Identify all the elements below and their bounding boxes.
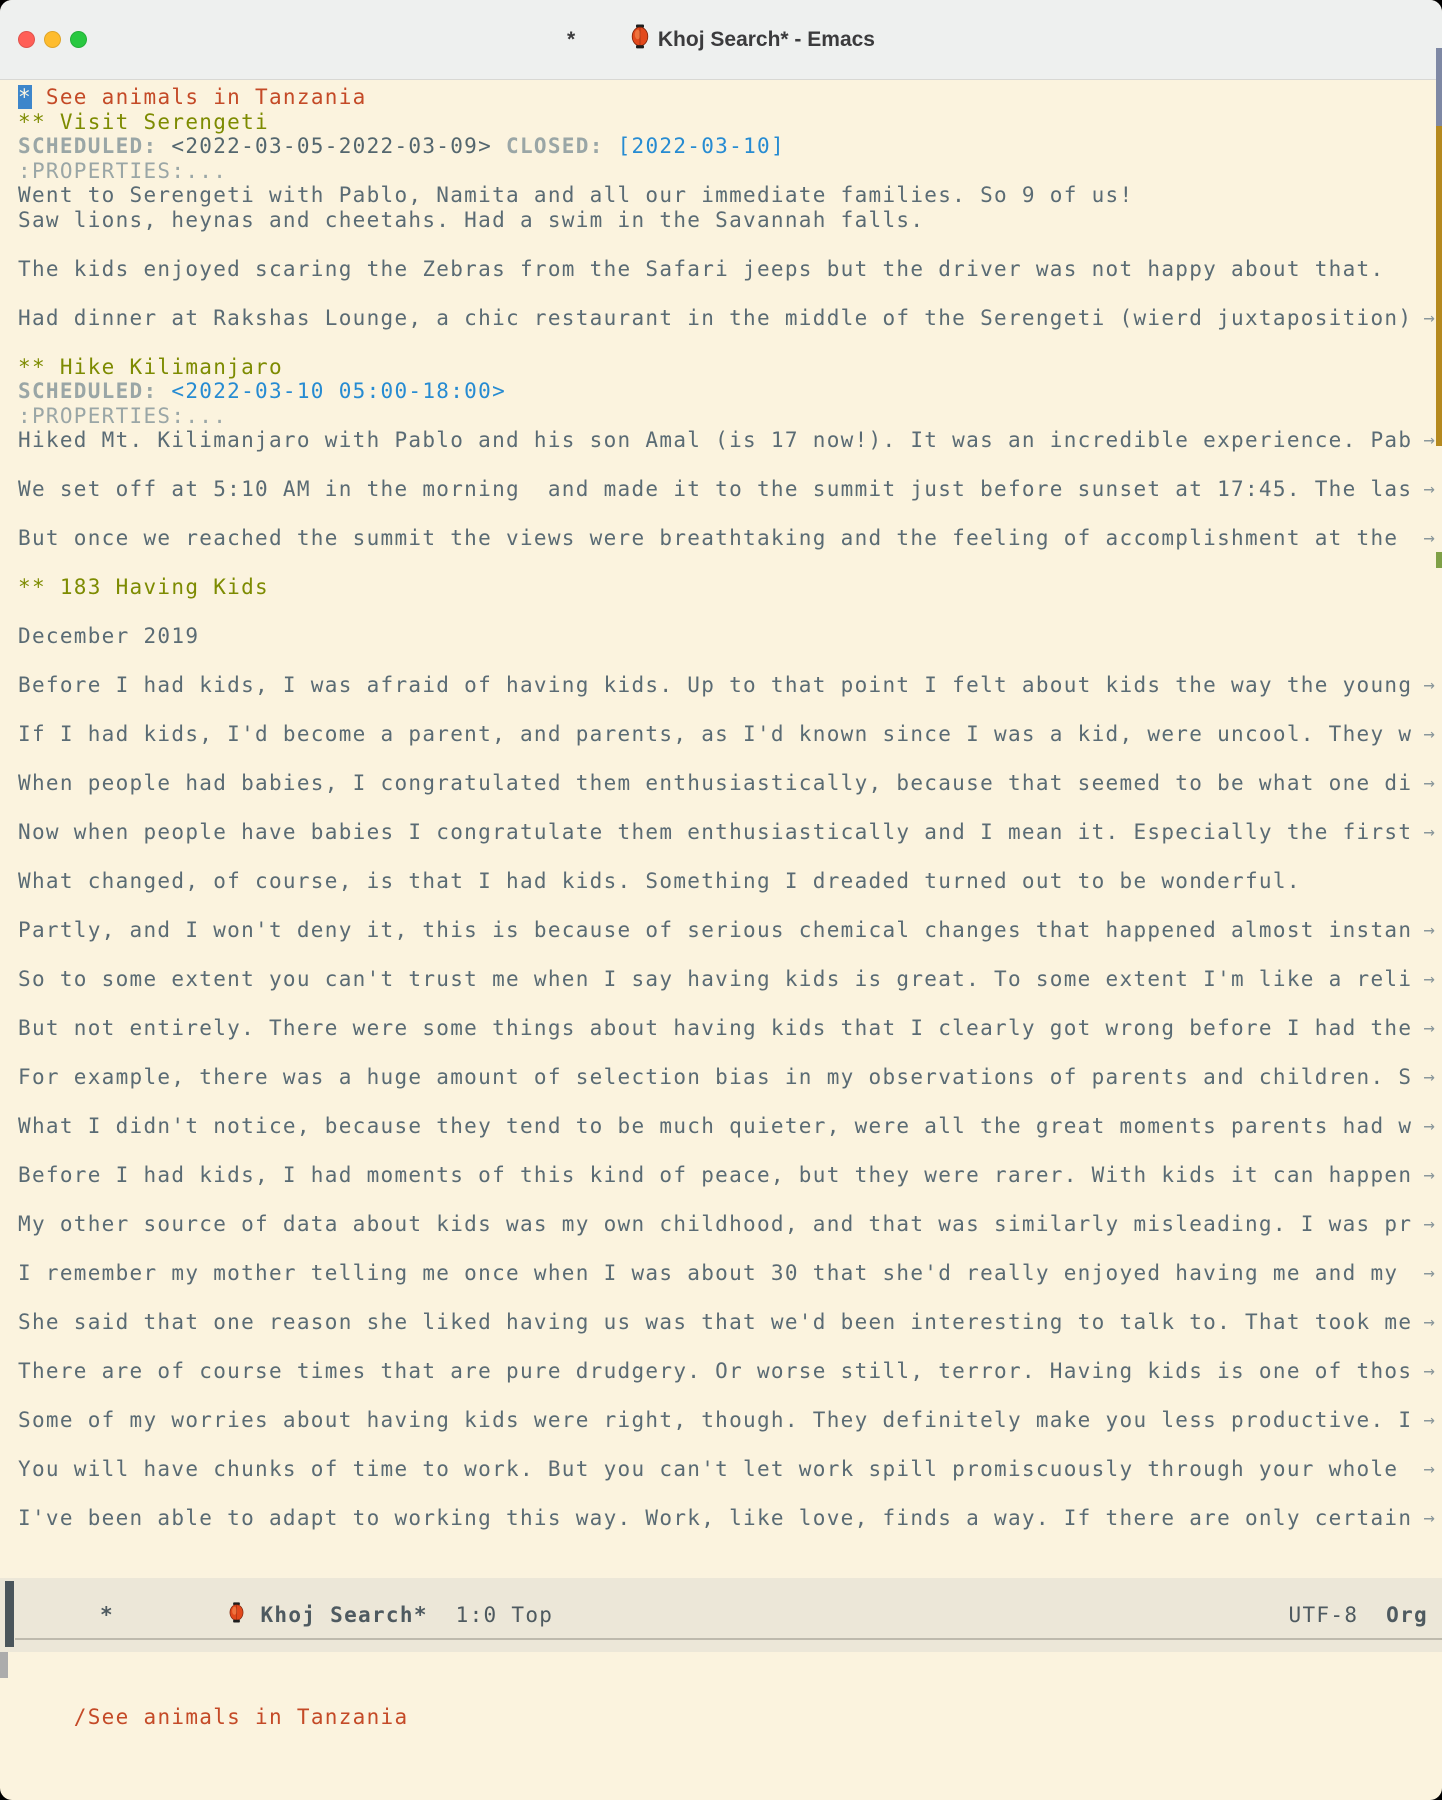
line-truncation-arrow-icon: → <box>1423 1409 1435 1431</box>
buffer-line-body[interactable] <box>18 1310 1442 1335</box>
text-segment-body: Now when people have babies I congratulate them enthusiastically and I mean it. Especially the first <box>18 820 1413 844</box>
blank-line[interactable] <box>18 1237 1442 1262</box>
title-bar[interactable] <box>0 0 1442 80</box>
text-segment-body: We set off at 5:10 AM in the morning and made it to the summit just before sunset at 17:45. The las <box>18 477 1413 501</box>
window-title-prefix: * <box>567 27 576 51</box>
line-truncation-arrow-icon: → <box>1423 1115 1435 1137</box>
blank-line[interactable] <box>18 453 1442 478</box>
blank-line[interactable] <box>18 796 1442 821</box>
buffer-line-body[interactable] <box>18 1065 1442 1090</box>
blank-line[interactable] <box>18 1433 1442 1458</box>
buffer-line-body[interactable] <box>18 1261 1442 1286</box>
mode-line-buffer-name: Khoj Search* <box>246 1602 428 1627</box>
buffer-line-body[interactable] <box>18 967 1442 992</box>
buffer-line-body[interactable] <box>18 722 1442 747</box>
text-segment-body: Hiked Mt. Kilimanjaro with Pablo and his son Amal (is 17 now!). It was an incredible experience. Pab <box>18 428 1413 452</box>
buffer-line-body[interactable] <box>18 1506 1442 1531</box>
buffer-line-body[interactable] <box>18 820 1442 845</box>
buffer-line-body[interactable] <box>18 673 1442 698</box>
buffer-line-body[interactable] <box>18 1408 1442 1433</box>
text-segment-body: She said that one reason she liked having us was that we'd been interesting to talk to. That took me <box>18 1310 1413 1334</box>
minibuffer-search-text: /See animals in Tanzania <box>73 1704 409 1729</box>
buffer-line-body[interactable] <box>18 477 1442 502</box>
text-segment-body: Some of my worries about having kids were right, though. They definitely make you less productive. I <box>18 1408 1413 1432</box>
text-segment-body: Had dinner at Rakshas Lounge, a chic restaurant in the middle of the Serengeti (wierd juxtaposition) <box>18 305 1413 330</box>
blank-line[interactable] <box>18 992 1442 1017</box>
buffer-line-body[interactable] <box>18 1457 1442 1482</box>
blank-line[interactable] <box>18 551 1442 576</box>
buffer-line-body[interactable] <box>18 306 1442 331</box>
line-truncation-arrow-icon: → <box>1423 674 1435 696</box>
text-segment-body: For example, there was a huge amount of selection bias in my observations of parents and children. S <box>18 1065 1413 1089</box>
text-segment-body: So to some extent you can't trust me when I say having kids is great. To some extent I'm like a reli <box>18 967 1413 991</box>
text-segment-kw: CLOSED: <box>506 134 618 158</box>
text-segment-tsb: <2022-03-10 05:00-18:00> <box>171 379 507 403</box>
text-segment-body: What I didn't notice, because they tend to be much quieter, were all the great moments parents had w <box>18 1114 1413 1138</box>
text-segment-body: Saw lions, heynas and cheetahs. Had a swim in the Savannah falls. <box>18 207 925 232</box>
text-segment-body: Partly, and I won't deny it, this is because of serious chemical changes that happened almost instan <box>18 918 1413 942</box>
blank-line[interactable] <box>18 747 1442 772</box>
text-segment-body: Before I had kids, I was afraid of having kids. Up to that point I felt about kids the way the young <box>18 673 1413 697</box>
close-button[interactable] <box>18 31 35 48</box>
text-segment-h1: See animals in Tanzania <box>31 85 367 109</box>
blank-line[interactable] <box>18 1041 1442 1066</box>
buffer-line-body[interactable] <box>18 1359 1442 1384</box>
blank-line[interactable] <box>18 1139 1442 1164</box>
buffer-line-heading-2[interactable] <box>18 575 1442 600</box>
blank-line[interactable] <box>18 1090 1442 1115</box>
blank-line[interactable] <box>18 330 1442 355</box>
blank-line[interactable] <box>18 698 1442 723</box>
line-truncation-arrow-icon: → <box>1423 1066 1435 1088</box>
text-segment-tsd: <2022-03-05-2022-03-09> <box>171 134 493 158</box>
lantern-icon <box>116 1578 245 1652</box>
buffer-text[interactable] <box>0 80 1442 1578</box>
text-segment-body: My other source of data about kids was my own childhood, and that was similarly misleading. I was pr <box>18 1212 1413 1236</box>
blank-line[interactable] <box>18 1482 1442 1507</box>
buffer-line-drawer[interactable] <box>18 159 1442 184</box>
line-truncation-arrow-icon: → <box>1423 723 1435 745</box>
buffer-line-drawer[interactable] <box>18 404 1442 429</box>
blank-line[interactable] <box>18 1286 1442 1311</box>
minibuffer[interactable] <box>0 1652 1442 1800</box>
minimize-button[interactable] <box>44 31 61 48</box>
line-truncation-arrow-icon: → <box>1423 1458 1435 1480</box>
line-truncation-arrow-icon: → <box>1423 1507 1435 1529</box>
line-truncation-arrow-icon: → <box>1423 306 1435 329</box>
text-segment-body: Before I had kids, I had moments of this kind of peace, but they were rarer. With kids it can happen <box>18 1163 1413 1187</box>
buffer-line-body[interactable] <box>18 771 1442 796</box>
line-truncation-arrow-icon: → <box>1423 1017 1435 1039</box>
buffer-line-body[interactable] <box>18 183 1442 208</box>
line-truncation-arrow-icon: → <box>1423 1262 1435 1284</box>
mode-line-left-bar <box>5 1581 14 1647</box>
mode-line-buffer-info <box>100 1578 553 1652</box>
text-segment-body: I've been able to adapt to working this way. Work, like love, finds a way. If there are only certain <box>18 1506 1413 1530</box>
line-truncation-arrow-icon: → <box>1423 478 1435 500</box>
buffer-line-heading-1[interactable] <box>18 85 1442 110</box>
text-segment-body: Went to Serengeti with Pablo, Namita and all our immediate families. So 9 of us! <box>18 183 1134 207</box>
buffer-line-body[interactable] <box>18 1114 1442 1139</box>
buffer-line-body[interactable] <box>18 1212 1442 1237</box>
text-segment-body: December 2019 <box>18 624 200 648</box>
buffer-line-body[interactable] <box>18 1163 1442 1188</box>
mode-line-right <box>1205 1579 1428 1651</box>
text-segment-prop: :PROPERTIES:... <box>18 403 228 428</box>
text-segment-body: But once we reached the summit the views were breathtaking and the feeling of accomplishment at the <box>18 526 1413 550</box>
buffer-line-body[interactable] <box>18 526 1442 551</box>
buffer-line-body[interactable] <box>18 208 1442 233</box>
text-segment-body: There are of course times that are pure drudgery. Or worse still, terror. Having kids is one of thos <box>18 1359 1413 1383</box>
text-segment-body: What changed, of course, is that I had kids. Something I dreaded turned out to be wonderful. <box>18 869 1301 893</box>
buffer-line-planning[interactable] <box>18 134 1442 159</box>
text-segment-kw: SCHEDULED: <box>18 134 172 158</box>
text-segment-h2: ** 183 Having Kids <box>18 575 269 599</box>
window-title-text: Khoj Search* - Emacs <box>657 27 875 51</box>
blank-line[interactable] <box>18 894 1442 919</box>
blank-line[interactable] <box>18 845 1442 870</box>
blank-line[interactable] <box>18 943 1442 968</box>
text-segment-body: But not entirely. There were some things about having kids that I clearly got wrong before I had the <box>18 1016 1413 1040</box>
zoom-button[interactable] <box>70 31 87 48</box>
mode-line-gap <box>1358 1603 1386 1627</box>
buffer-line-body[interactable] <box>18 869 1442 894</box>
text-segment-h2: ** Hike Kilimanjaro <box>18 354 283 379</box>
text-segment-body: I remember my mother telling me once when I was about 30 that she'd really enjoyed having me and my <box>18 1261 1413 1285</box>
blank-line[interactable] <box>18 1384 1442 1409</box>
text-cursor: * <box>18 85 32 109</box>
blank-line[interactable] <box>18 232 1442 257</box>
text-segment-prop: :PROPERTIES:... <box>18 158 228 183</box>
buffer-line-body[interactable] <box>18 428 1442 453</box>
buffer-line-heading-2[interactable] <box>18 110 1442 135</box>
blank-line[interactable] <box>18 281 1442 306</box>
mode-line-major-mode[interactable]: Org <box>1386 1602 1428 1627</box>
blank-line[interactable] <box>18 502 1442 527</box>
blank-line[interactable] <box>18 1335 1442 1360</box>
buffer-line-body[interactable] <box>18 1016 1442 1041</box>
blank-line[interactable] <box>18 1188 1442 1213</box>
buffer-line-body[interactable] <box>18 918 1442 943</box>
text-segment-body: You will have chunks of time to work. But you can't let work spill promiscuously through your whole <box>18 1457 1413 1481</box>
line-truncation-arrow-icon: → <box>1423 1360 1435 1382</box>
text-segment-body <box>492 134 506 158</box>
text-segment-h2: ** Visit Serengeti <box>18 109 269 134</box>
buffer-line-planning[interactable] <box>18 379 1442 404</box>
blank-line[interactable] <box>18 649 1442 674</box>
mode-line-encoding[interactable]: UTF-8 <box>1288 1602 1359 1627</box>
mode-line-position: 1:0 Top <box>427 1602 554 1627</box>
line-truncation-arrow-icon: → <box>1423 1164 1435 1186</box>
line-truncation-arrow-icon: → <box>1423 527 1435 549</box>
traffic-lights <box>18 0 87 79</box>
buffer-line-body[interactable] <box>18 624 1442 649</box>
text-segment-body: If I had kids, I'd become a parent, and parents, as I'd known since I was a kid, were uncool. They w <box>18 722 1413 746</box>
lantern-icon <box>583 0 650 79</box>
buffer-line-body[interactable] <box>18 257 1442 282</box>
text-segment-body: The kids enjoyed scaring the Zebras from the Safari jeeps but the driver was not happy about that. <box>18 256 1385 281</box>
line-truncation-arrow-icon: → <box>1423 968 1435 990</box>
text-segment-kw: SCHEDULED: <box>18 379 172 403</box>
blank-line[interactable] <box>18 600 1442 625</box>
line-truncation-arrow-icon: → <box>1423 429 1435 451</box>
buffer-line-heading-2[interactable] <box>18 355 1442 380</box>
mode-line-prefix: * <box>100 1602 114 1627</box>
minibuffer-left-bar <box>0 1652 8 1678</box>
text-segment-body: When people had babies, I congratulated them enthusiastically, because that seemed to be what one di <box>18 771 1413 795</box>
line-truncation-arrow-icon: → <box>1423 821 1435 843</box>
window-title <box>567 0 875 79</box>
line-truncation-arrow-icon: → <box>1423 919 1435 941</box>
line-truncation-arrow-icon: → <box>1423 1213 1435 1235</box>
mode-line <box>0 1578 1442 1652</box>
text-segment-tsb: [2022-03-10] <box>617 134 785 158</box>
line-truncation-arrow-icon: → <box>1423 772 1435 794</box>
line-truncation-arrow-icon: → <box>1423 1311 1435 1333</box>
